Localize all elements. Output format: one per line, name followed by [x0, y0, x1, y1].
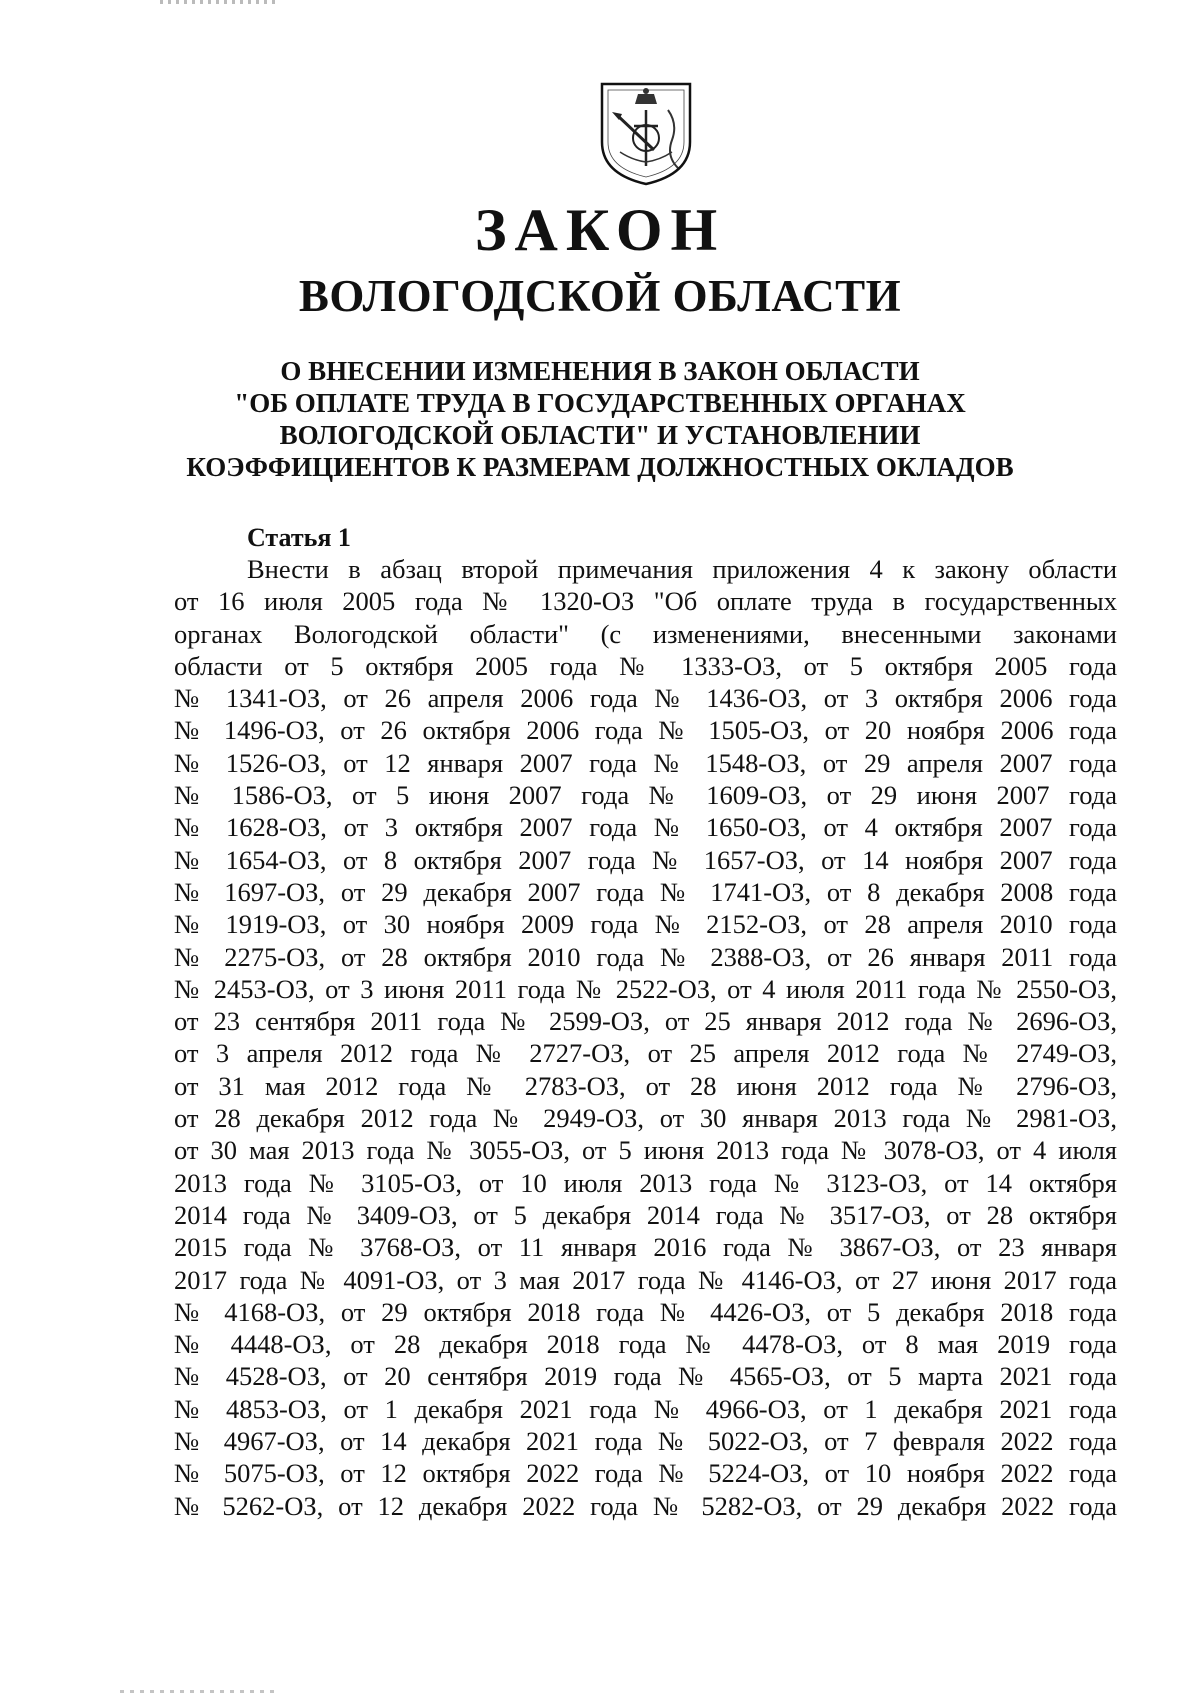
scan-artifact-top — [160, 0, 280, 4]
body-line: № 1586-ОЗ, от 5 июня 2007 года № 1609-ОЗ, от 29 июня 2007 года — [174, 780, 1117, 811]
body-line: от 16 июля 2005 года № 1320-ОЗ "Об оплате труда в государственных — [174, 586, 1117, 617]
body-line: органах Вологодской области" (с изменениями, внесенными законами — [174, 618, 1117, 649]
body-line: Внести в абзац второй примечания приложения 4 к закону области — [247, 554, 1117, 584]
body-line: № 1919-ОЗ, от 30 ноября 2009 года № 2152-ОЗ, от 28 апреля 2010 года — [174, 909, 1117, 940]
body-line: № 1628-ОЗ, от 3 октября 2007 года № 1650-ОЗ, от 4 октября 2007 года — [174, 812, 1117, 843]
body-line: № 5075-ОЗ, от 12 октября 2022 года № 5224-ОЗ, от 10 ноября 2022 года — [174, 1458, 1117, 1489]
law-subtitle — [150, 355, 1050, 483]
subtitle-line: О ВНЕСЕНИИ ИЗМЕНЕНИЯ В ЗАКОН ОБЛАСТИ — [280, 356, 920, 386]
body-line: № 1697-ОЗ, от 29 декабря 2007 года № 1741-ОЗ, от 8 декабря 2008 года — [174, 876, 1117, 907]
body-line: области от 5 октября 2005 года № 1333-ОЗ, от 5 октября 2005 года — [174, 650, 1117, 681]
body-line: № 4853-ОЗ, от 1 декабря 2021 года № 4966-ОЗ, от 1 декабря 2021 года — [174, 1393, 1117, 1424]
body-line: № 4967-ОЗ, от 14 декабря 2021 года № 5022-ОЗ, от 7 февраля 2022 года — [174, 1426, 1117, 1457]
body-line: от 28 декабря 2012 года № 2949-ОЗ, от 30 января 2013 года № 2981-ОЗ, — [174, 1103, 1117, 1134]
body-line: 2014 года № 3409-ОЗ, от 5 декабря 2014 года № 3517-ОЗ, от 28 октября — [174, 1199, 1117, 1230]
body-line: № 4168-ОЗ, от 29 октября 2018 года № 4426-ОЗ, от 5 декабря 2018 года — [174, 1296, 1117, 1327]
article-body — [174, 553, 1117, 1522]
body-line: 2017 года № 4091-ОЗ, от 3 мая 2017 года № 4146-ОЗ, от 27 июня 2017 года — [174, 1264, 1117, 1295]
body-line: от 3 апреля 2012 года № 2727-ОЗ, от 25 апреля 2012 года № 2749-ОЗ, — [174, 1038, 1117, 1069]
body-line: № 1496-ОЗ, от 26 октября 2006 года № 1505-ОЗ, от 20 ноября 2006 года — [174, 715, 1117, 746]
body-line: № 1341-ОЗ, от 26 апреля 2006 года № 1436-ОЗ, от 3 октября 2006 года — [174, 683, 1117, 714]
body-line: № 4448-ОЗ, от 28 декабря 2018 года № 4478-ОЗ, от 8 мая 2019 года — [174, 1329, 1117, 1360]
body-line: 2015 года № 3768-ОЗ, от 11 января 2016 года № 3867-ОЗ, от 23 января — [174, 1232, 1117, 1263]
body-line: № 5262-ОЗ, от 12 декабря 2022 года № 5282-ОЗ, от 29 декабря 2022 года — [174, 1490, 1117, 1521]
subtitle-line: ВОЛОГОДСКОЙ ОБЛАСТИ" И УСТАНОВЛЕНИИ — [279, 420, 921, 450]
vologda-oblast-coat-of-arms-icon — [598, 80, 694, 188]
subtitle-line: КОЭФФИЦИЕНТОВ К РАЗМЕРАМ ДОЛЖНОСТНЫХ ОКЛАДОВ — [186, 452, 1014, 482]
body-line: № 1526-ОЗ, от 12 января 2007 года № 1548-ОЗ, от 29 апреля 2007 года — [174, 747, 1117, 778]
body-line: № 1654-ОЗ, от 8 октября 2007 года № 1657-ОЗ, от 14 ноября 2007 года — [174, 844, 1117, 875]
document-title: ЗАКОН — [474, 197, 726, 263]
body-line: № 2453-ОЗ, от 3 июня 2011 года № 2522-ОЗ, от 4 июля 2011 года № 2550-ОЗ, — [174, 973, 1117, 1004]
article-heading: Статья 1 — [247, 523, 351, 552]
region-title: ВОЛОГОДСКОЙ ОБЛАСТИ — [298, 271, 902, 321]
subtitle-line: "ОБ ОПЛАТЕ ТРУДА В ГОСУДАРСТВЕННЫХ ОРГАНАХ — [234, 388, 966, 418]
body-line: № 4528-ОЗ, от 20 сентября 2019 года № 4565-ОЗ, от 5 марта 2021 года — [174, 1361, 1117, 1392]
scan-artifact-bottom — [120, 1690, 280, 1693]
body-line: от 31 мая 2012 года № 2783-ОЗ, от 28 июня 2012 года № 2796-ОЗ, — [174, 1070, 1117, 1101]
body-line: № 2275-ОЗ, от 28 октября 2010 года № 2388-ОЗ, от 26 января 2011 года — [174, 941, 1117, 972]
body-line: 2013 года № 3105-ОЗ, от 10 июля 2013 года № 3123-ОЗ, от 14 октября — [174, 1167, 1117, 1198]
body-line: от 30 мая 2013 года № 3055-ОЗ, от 5 июня 2013 года № 3078-ОЗ, от 4 июля — [174, 1135, 1117, 1166]
body-line: от 23 сентября 2011 года № 2599-ОЗ, от 25 января 2012 года № 2696-ОЗ, — [174, 1006, 1117, 1037]
